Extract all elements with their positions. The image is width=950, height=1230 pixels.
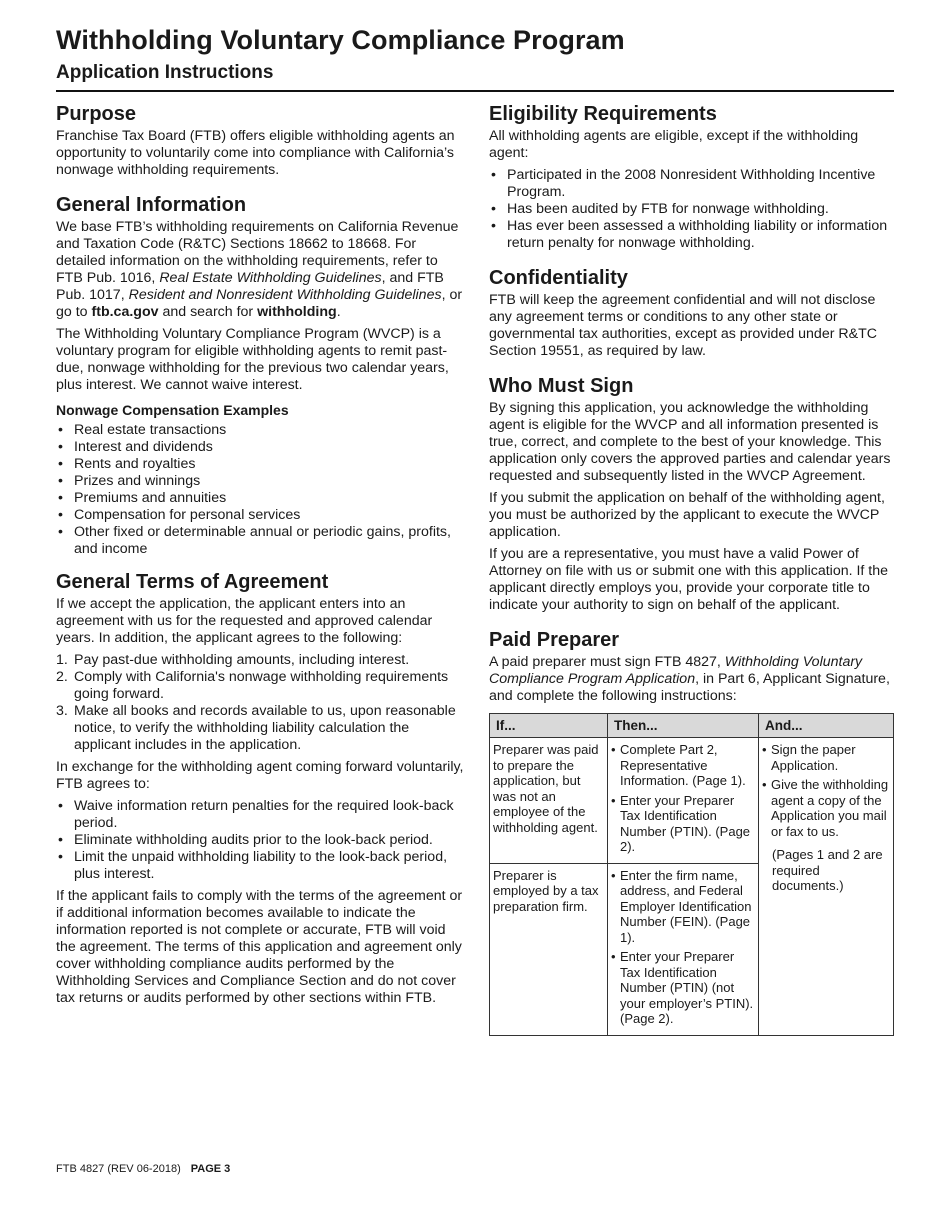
exchange-text: In exchange for the withholding agent coming forward voluntarily, FTB agrees to: <box>56 759 464 792</box>
table-cell-if: Preparer is employed by a tax preparation firm. <box>490 863 608 1035</box>
list-item <box>56 456 464 473</box>
list-item-text: Compensation for personal services <box>74 507 301 523</box>
list-number: 2. <box>56 669 68 685</box>
list-item-text: Prizes and winnings <box>74 473 201 489</box>
column-header-then: Then... <box>608 714 759 738</box>
table-cell-then <box>608 738 759 864</box>
nonwage-examples-list <box>56 422 464 558</box>
paid-preparer-heading: Paid Preparer <box>489 629 620 651</box>
ftb-website: ftb.ca.gov <box>91 304 159 320</box>
list-item-text: Sign the paper Application. <box>771 742 856 773</box>
bullet-icon: • <box>58 439 63 455</box>
column-header-and: And... <box>759 714 894 738</box>
bullet-icon: • <box>491 167 496 183</box>
list-item-text: Rents and royalties <box>74 456 196 472</box>
document-subtitle: Application Instructions <box>56 60 894 92</box>
column-header-if: If... <box>490 714 608 738</box>
list-item <box>762 742 890 773</box>
left-column <box>56 102 464 1021</box>
bullet-icon: • <box>762 777 767 792</box>
eligibility-intro: All withholding agents are eligible, except if the withholding agent: <box>489 128 859 161</box>
list-item-text: Waive information return penalties for the required look-back period. <box>74 798 454 831</box>
bullet-icon: • <box>611 742 616 757</box>
list-item-text: Complete Part 2, Representative Information. (Page 1). <box>620 742 746 788</box>
list-item-text: Enter your Preparer Tax Identification Number (PTIN) (not your employer’s PTIN). (Page 2). <box>620 949 754 1026</box>
bullet-icon: • <box>58 490 63 506</box>
list-item <box>56 439 464 456</box>
purpose-section <box>56 102 464 179</box>
list-item <box>611 742 755 789</box>
page-footer <box>56 1162 230 1176</box>
terms-closing: If the applicant fails to comply with the terms of the agreement or if additional information becomes available to indicate the information reported is not complete or accurate, FTB will void the agreement. The terms of this application and agreement only cover withholding compliance audits performed by the Withholding Services and Compliance Section and do not cover tax returns or audits performed by other sections within FTB. <box>56 888 463 1006</box>
paid-preparer-table <box>489 713 894 1036</box>
document-title: Withholding Voluntary Compliance Program <box>56 25 625 55</box>
table-header-row <box>490 714 894 738</box>
page-number: PAGE 3 <box>190 1163 231 1175</box>
bullet-icon: • <box>491 201 496 217</box>
list-item-text: Real estate transactions <box>74 422 227 438</box>
applicant-agrees-list <box>56 652 464 754</box>
paid-preparer-intro <box>489 654 894 705</box>
list-item-text: Enter your Preparer Tax Identification Number (PTIN). (Page 2). <box>620 792 751 854</box>
form-title: Withholding Voluntary Compliance Program Application <box>489 654 863 687</box>
bullet-icon: • <box>58 456 63 472</box>
who-must-sign-section <box>489 374 894 614</box>
bullet-icon: • <box>491 218 496 234</box>
general-information-section <box>56 193 464 558</box>
list-item-text: Give the withholding agent a copy of the Application you mail or fax to us. <box>771 777 889 839</box>
bullet-icon: • <box>611 792 616 808</box>
who-must-sign-heading: Who Must Sign <box>489 375 634 397</box>
bullet-icon: • <box>58 422 63 438</box>
list-item-text: Has ever been assessed a withholding liability or information return penalty for nonwage withholding. <box>507 218 888 251</box>
list-item <box>56 703 464 754</box>
list-item-text: Make all books and records available to us, upon reasonable notice, to verify the withholding liability calculation the applicant includes in the application. <box>74 703 456 753</box>
list-item <box>56 490 464 507</box>
bullet-icon: • <box>58 524 63 540</box>
confidentiality-text: FTB will keep the agreement confidential and will not disclose any agreement terms or conditions to any other state or governmental tax authorities, except as provided under R&TC Section 19551, as required by law. <box>489 292 877 359</box>
list-item-text: Eliminate withholding audits prior to the look-back period. <box>74 832 433 848</box>
list-item <box>56 798 464 832</box>
list-item <box>56 849 464 883</box>
form-number: FTB 4827 (REV 06-2018) <box>56 1163 181 1175</box>
bullet-icon: • <box>58 798 63 814</box>
pub-1016-title: Real Estate Withholding Guidelines <box>159 270 382 286</box>
document-page <box>56 24 894 1214</box>
search-term: withholding <box>257 304 337 320</box>
list-item <box>56 832 464 849</box>
list-item <box>56 507 464 524</box>
eligibility-list <box>489 167 894 252</box>
general-information-paragraph <box>56 219 464 321</box>
list-item <box>56 524 464 558</box>
text-run: , and FTB Pub. 1017, <box>56 270 444 303</box>
bullet-icon: • <box>58 473 63 489</box>
list-item <box>762 777 890 839</box>
eligibility-section <box>489 102 894 252</box>
list-item-text: Has been audited by FTB for nonwage withholding. <box>507 201 829 217</box>
bullet-icon: • <box>762 742 767 757</box>
list-item-text: Limit the unpaid withholding liability to the look-back period, plus interest. <box>74 849 448 882</box>
text-run: . <box>336 304 341 320</box>
eligibility-heading: Eligibility Requirements <box>489 103 717 125</box>
list-item-text: Enter the firm name, address, and Federal Employer Identification Number (FEIN). (Page 1). <box>620 867 752 945</box>
bullet-icon: • <box>58 832 63 848</box>
terms-heading: General Terms of Agreement <box>56 571 329 593</box>
list-item <box>56 669 464 703</box>
terms-section <box>56 570 464 1007</box>
list-item <box>56 652 464 669</box>
who-must-sign-p1: By signing this application, you acknowledge the withholding agent is eligible for the WVCP and all information presented is true, correct, and complete to the best of your knowledge. This application only covers the approved parties and calendar years requested and subsequently listed in the WVCP Agreement. <box>489 400 891 484</box>
list-item-text: Premiums and annuities <box>74 490 227 506</box>
confidentiality-heading: Confidentiality <box>489 267 628 289</box>
purpose-text: Franchise Tax Board (FTB) offers eligible withholding agents an opportunity to voluntarily come into compliance with California’s nonwage withholding requirements. <box>56 128 455 178</box>
terms-intro: If we accept the application, the applicant enters into an agreement with us for the requested and approved calendar years. In addition, the applicant agrees to the following: <box>56 596 433 646</box>
right-column <box>489 102 894 1050</box>
list-item-text: Other fixed or determinable annual or periodic gains, profits, and income <box>74 524 451 557</box>
confidentiality-section <box>489 266 894 360</box>
list-item <box>489 201 894 218</box>
bullet-icon: • <box>611 867 616 883</box>
table-row <box>490 738 894 864</box>
text-run: , in Part 6, Applicant Signature, and complete the following instructions: <box>489 671 890 704</box>
list-item <box>611 793 755 855</box>
list-item-text: Comply with California's nonwage withholding requirements going forward. <box>74 669 449 702</box>
table-cell-if: Preparer was paid to prepare the application, but was not an employee of the withholding agent. <box>490 738 608 864</box>
list-number: 3. <box>56 703 68 719</box>
wvcp-description: The Withholding Voluntary Compliance Program (WVCP) is a voluntary program for eligible withholding agents to remit past-due, nonwage withholding for the previous two calendar years, plus interest. We cannot waive interest. <box>56 326 449 393</box>
list-item <box>489 218 894 252</box>
pub-1017-title: Resident and Nonresident Withholding Guidelines <box>128 287 442 303</box>
text-run: and search for <box>158 304 258 320</box>
bullet-icon: • <box>58 849 63 865</box>
table-cell-then <box>608 863 759 1035</box>
ftb-agrees-list <box>56 798 464 883</box>
list-item-text: Interest and dividends <box>74 439 213 455</box>
table-cell-and <box>759 738 894 1036</box>
bullet-icon: • <box>611 949 616 964</box>
bullet-icon: • <box>58 507 63 523</box>
text-run: A paid preparer must sign FTB 4827, <box>489 654 725 670</box>
general-information-heading: General Information <box>56 194 247 216</box>
list-number: 1. <box>56 652 68 668</box>
list-item-text: Participated in the 2008 Nonresident Withholding Incentive Program. <box>507 167 876 200</box>
text-run: , or go to <box>56 287 463 320</box>
paid-preparer-section <box>489 628 894 1036</box>
who-must-sign-p3: If you are a representative, you must have a valid Power of Attorney on file with us or submit one with this application. If the applicant directly employs you, provide your corporate title to indicate your authority to sign on behalf of the applicant. <box>489 546 889 613</box>
required-documents-note: (Pages 1 and 2 are required documents.) <box>772 847 883 893</box>
list-item-text: Pay past-due withholding amounts, including interest. <box>74 652 410 668</box>
list-item <box>611 949 755 1027</box>
list-item <box>611 868 755 946</box>
list-item <box>56 473 464 490</box>
who-must-sign-p2: If you submit the application on behalf of the withholding agent, you must be authorized by the applicant to execute the WVCP application. <box>489 490 885 540</box>
nonwage-examples-heading: Nonwage Compensation Examples <box>56 402 289 418</box>
list-item <box>489 167 894 201</box>
text-run: We base FTB’s withholding requirements on California Revenue and Taxation Code (R&TC) Sections 18662 to 18668. For detailed information on the withholding requirements, refer to FTB Pub. 1016, <box>56 219 459 286</box>
purpose-heading: Purpose <box>56 103 137 125</box>
list-item <box>56 422 464 439</box>
